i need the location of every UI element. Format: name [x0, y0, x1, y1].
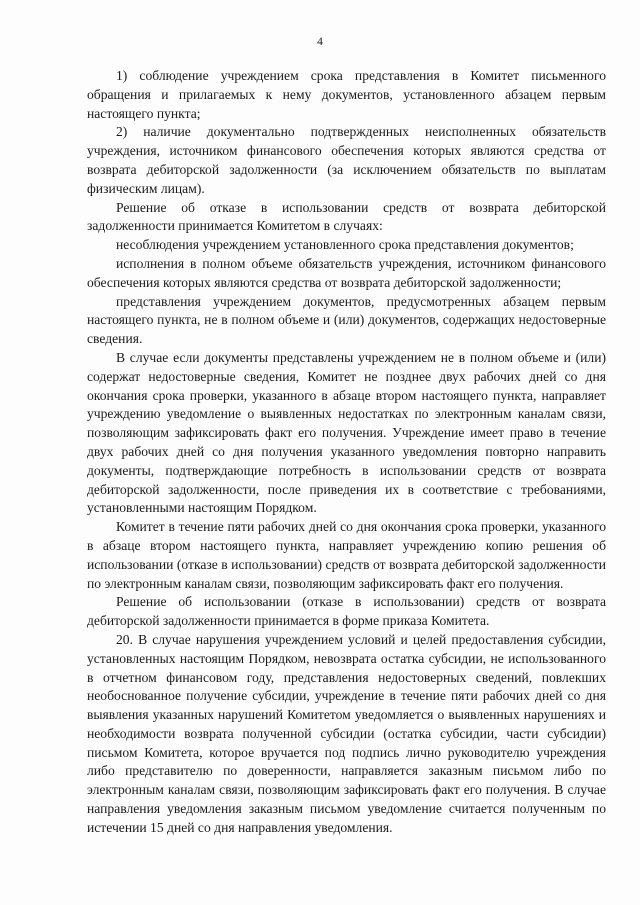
- paragraph-incomplete-documents: В случае если документы представлены учреждением не в полном объеме и (или) содержат недостоверные сведения, Комитет не позднее двух рабочих дней со дня окончания срока проверки, указанного в абзаце втором настоящего пункта, направляет учреждению уведомление о выявленных недостатках по электронным каналам связи, позволяющим зафиксировать факт его получения. Учреждение имеет право в течение двух рабочих дней со дня получения указанного уведомления повторно направить документы, подтверждающие потребность в использовании средств от возврата дебиторской задолженности, после приведения их в соответствие с требованиями, установленными настоящим Порядком.: [87, 349, 606, 516]
- paragraph-refusal-intro: Решение об отказе в использовании средств от возврата дебиторской задолженности принимается Комитетом в случаях:: [87, 199, 606, 234]
- paragraph-refusal-case-2: исполнения в полном объеме обязательств учреждения, источником финансового обеспечения которых являются средства от возврата дебиторской задолженности;: [87, 255, 606, 290]
- paragraph-committee-decision-copy: Комитет в течение пяти рабочих дней со дня окончания срока проверки, указанного в абзаце втором настоящего пункта, направляет учреждению копию решения об использовании (отказе в использовании) средств от возврата дебиторской задолженности по электронным каналам связи, позволяющим зафиксировать факт его получения.: [87, 519, 606, 591]
- paragraph-decision-form: Решение об использовании (отказе в использовании) средств от возврата дебиторской задолженности принимается в форме приказа Комитета.: [87, 594, 606, 629]
- paragraph-refusal-case-1: несоблюдения учреждением установленного срока представления документов;: [116, 237, 574, 253]
- paragraph-condition-2: 2) наличие документально подтвержденных неисполненных обязательств учреждения, источником финансового обеспечения которых являются средства от возврата дебиторской задолженности (за исключением обязательств по выплатам физическим лицам).: [87, 124, 606, 196]
- paragraph-item-20: 20. В случае нарушения учреждением условий и целей предоставления субсидии, установленных настоящим Порядком, невозврата остатка субсидии, не использованного в отчетном финансовом году, представления недостоверных сведений, повлекших необоснованное получение субсидии, учреждение в течение пяти рабочих дней со дня выявления указанных нарушений Комитетом уведомляется о выявленных нарушениях и необходимости возврата полученной субсидии (остатка субсидии, части субсидии) письмом Комитета, которое вручается под подпись лично руководителю учреждения либо представителю по доверенности, направляется заказным письмом либо по электронным каналам связи, позволяющим зафиксировать факт его получения. В случае направления уведомления заказным письмом уведомление считается полученным по истечении 15 дней со дня направления уведомления.: [87, 631, 606, 835]
- paragraph-refusal-case-3: представления учреждением документов, предусмотренных абзацем первым настоящего пункта, не в полном объеме и (или) документов, содержащих недостоверные сведения.: [87, 293, 606, 347]
- document-body: [87, 67, 606, 838]
- page-number: 4: [317, 36, 323, 48]
- paragraph-condition-1: 1) соблюдение учреждением срока представления в Комитет письменного обращения и прилагаемых к нему документов, установленного абзацем первым настоящего пункта;: [87, 68, 606, 121]
